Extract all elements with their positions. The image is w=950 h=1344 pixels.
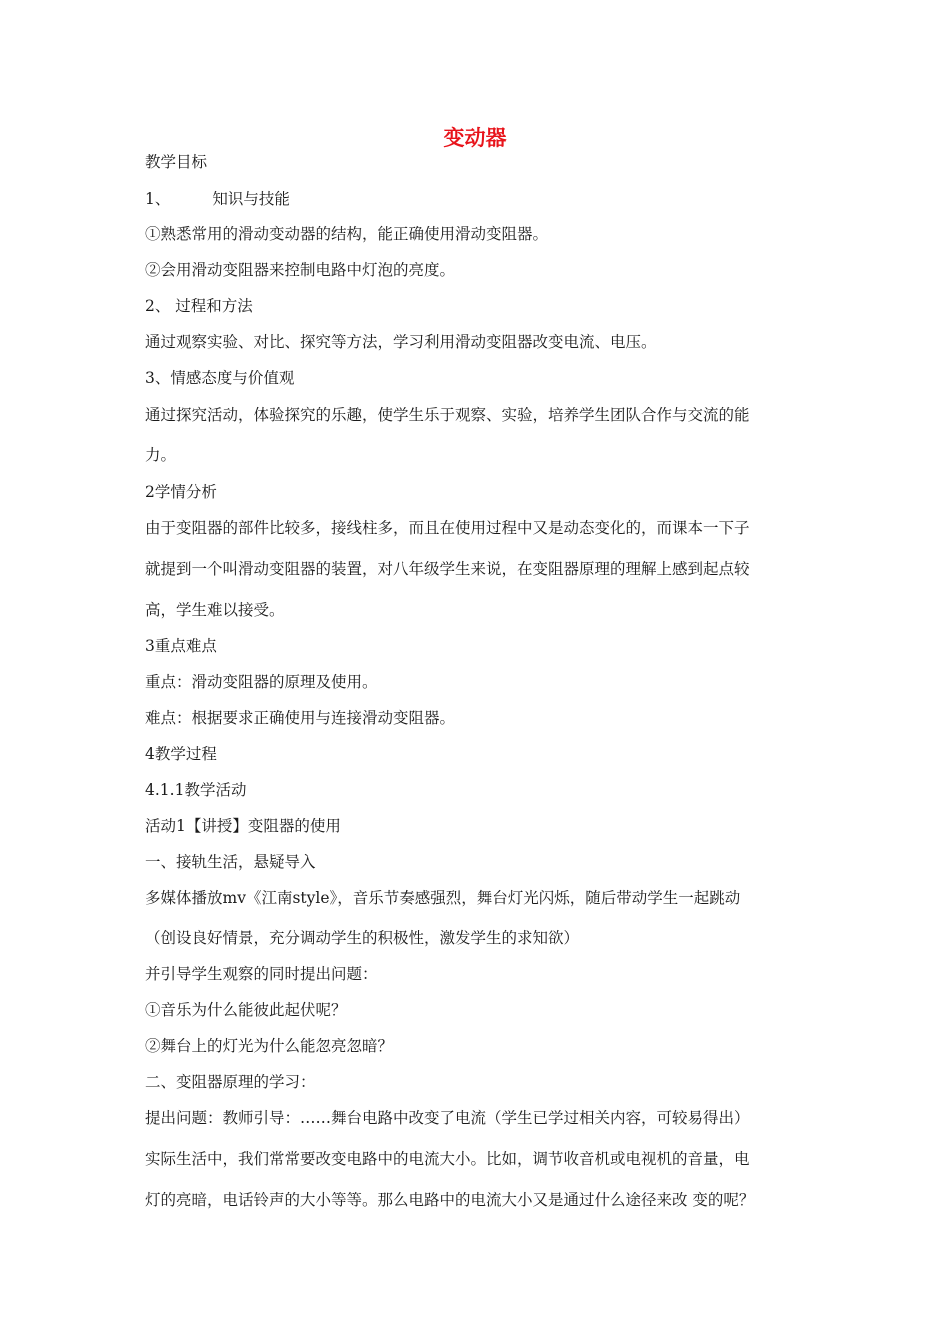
paragraph-line: ①熟悉常用的滑动变动器的结构，能正确使用滑动变阻器。 <box>145 225 549 243</box>
section-heading: 3重点难点 <box>145 637 217 655</box>
paragraph-line: 难点：根据要求正确使用与连接滑动变阻器。 <box>145 709 456 727</box>
document-title: 变动器 <box>443 126 507 150</box>
paragraph-line: ②会用滑动变阻器来控制电路中灯泡的亮度。 <box>145 261 456 279</box>
paragraph-line: 由于变阻器的部件比较多，接线柱多，而且在使用过程中又是动态变化的，而课本一下子 <box>145 519 750 537</box>
activity-heading: 活动1【讲授】变阻器的使用 <box>145 817 341 835</box>
paragraph-line: 实际生活中，我们常常要改变电路中的电流大小。比如，调节收音机或电视机的音量，电 <box>145 1150 750 1168</box>
paragraph-line: 通过探究活动，体验探究的乐趣，使学生乐于观察、实验，培养学生团队合作与交流的能 <box>145 406 750 424</box>
section-heading: 2学情分析 <box>145 483 217 501</box>
paragraph-line: （创设良好情景，充分调动学生的积极性，激发学生的求知欲） <box>145 929 580 947</box>
goal-1-number: 1、 <box>145 190 171 208</box>
section-heading: 4教学过程 <box>145 745 217 763</box>
paragraph-line: 灯的亮暗，电话铃声的大小等等。那么电路中的电流大小又是通过什么途径来改 变的呢？ <box>145 1191 755 1209</box>
paragraph-line: 并引导学生观察的同时提出问题： <box>145 965 378 983</box>
paragraph-line: 通过观察实验、对比、探究等方法，学习利用滑动变阻器改变电流、电压。 <box>145 333 657 351</box>
paragraph-line: 多媒体播放mv《江南style》，音乐节奏感强烈，舞台灯光闪烁，随后带动学生一起跳动 <box>145 889 741 907</box>
goal-3-heading: 3、情感态度与价值观 <box>145 369 295 387</box>
goal-2-heading: 2、 过程和方法 <box>145 297 253 315</box>
paragraph-line: 就提到一个叫滑动变阻器的装置，对八年级学生来说，在变阻器原理的理解上感到起点较 <box>145 560 750 578</box>
paragraph-line: 提出问题：教师引导：……舞台电路中改变了电流（学生已学过相关内容，可较易得出） <box>145 1109 750 1127</box>
paragraph-line: ①音乐为什么能彼此起伏呢？ <box>145 1001 347 1019</box>
heading-teaching-goals: 教学目标 <box>145 153 208 171</box>
paragraph-line: 二、变阻器原理的学习： <box>145 1073 316 1091</box>
paragraph-line: 高，学生难以接受。 <box>145 601 285 619</box>
goal-1-title: 知识与技能 <box>212 190 290 208</box>
paragraph-line: ②舞台上的灯光为什么能忽亮忽暗？ <box>145 1037 394 1055</box>
subsection-heading: 4.1.1教学活动 <box>145 781 247 799</box>
goal-1-heading <box>145 189 815 209</box>
paragraph-line: 重点：滑动变阻器的原理及使用。 <box>145 673 378 691</box>
paragraph-line: 力。 <box>145 446 177 464</box>
paragraph-line: 一、接轨生活，悬疑导入 <box>145 853 316 871</box>
